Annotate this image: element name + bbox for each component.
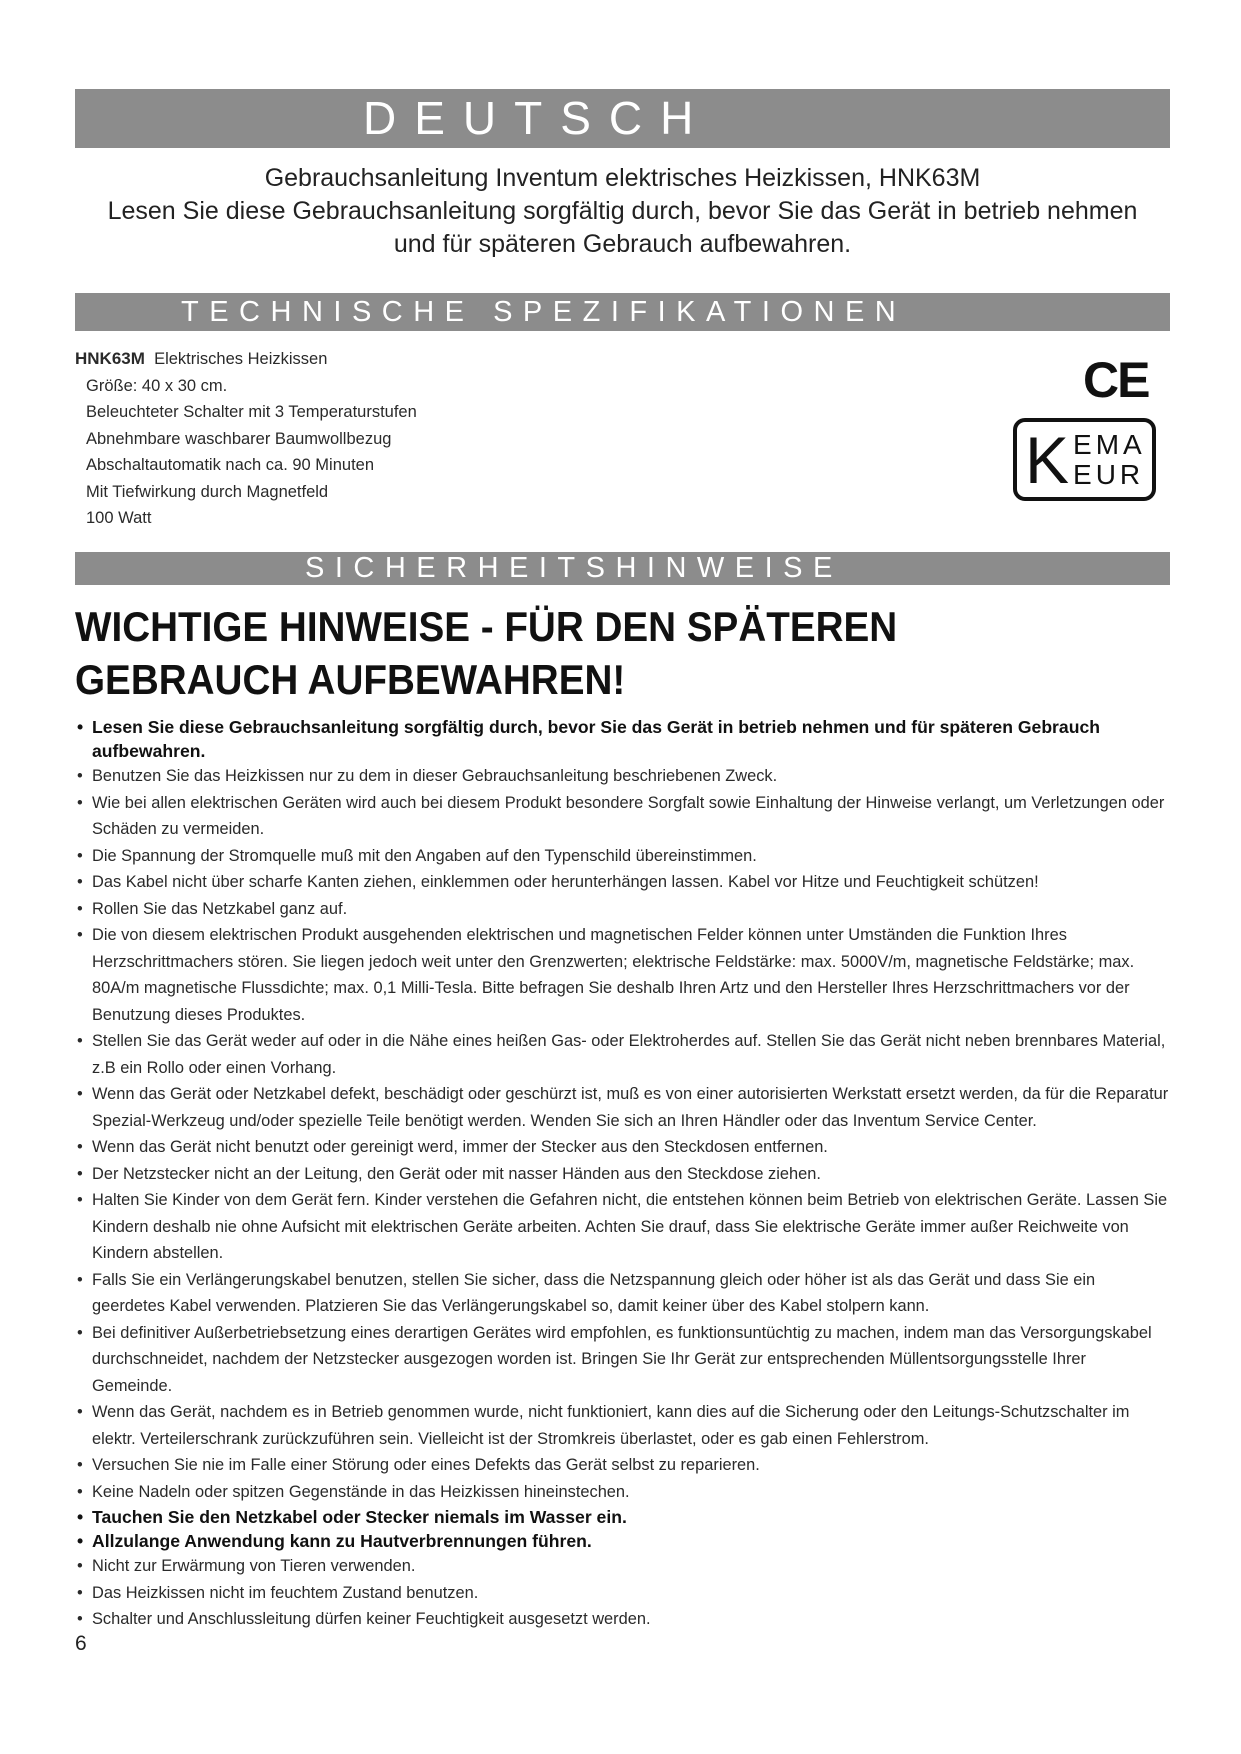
safety-item: • Allzulange Anwendung kann zu Hautverbrennungen führen. <box>75 1529 1170 1553</box>
kema-eur-logo <box>1013 418 1156 501</box>
spec-item: Abnehmbare waschbarer Baumwollbezug <box>86 429 392 448</box>
safety-item: • Nicht zur Erwärmung von Tieren verwenden. <box>75 1553 1170 1580</box>
page-number: 6 <box>75 1632 87 1655</box>
safety-item: • Halten Sie Kinder von dem Gerät fern. Kinder verstehen die Gefahren nicht, die entstehen können beim Betrieb von elektrischen Geräte. Lassen Sie Kindern deshalb nie ohne Aufsicht mit elektrischen Geräte arbeiten. Achten Sie drauf, dass Sie elektrische Geräte immer außer Reichweite von Kindern abstellen. <box>75 1187 1170 1267</box>
model-number: HNK63M <box>75 349 145 368</box>
safety-item: • Falls Sie ein Verlängerungskabel benutzen, stellen Sie sicher, dass die Netzspannung gleich oder höher ist als das Gerät und dass Sie ein geerdetes Kabel verwenden. Platzieren Sie das Verlängerungskabel so, damit keiner über des Kabel stolpern kann. <box>75 1267 1170 1320</box>
spec-item: Beleuchteter Schalter mit 3 Temperaturstufen <box>86 403 417 421</box>
safety-item: • Der Netzstecker nicht an der Leitung, den Gerät oder mit nasser Händen aus den Steckdose ziehen. <box>75 1161 1170 1188</box>
safety-item: • Rollen Sie das Netzkabel ganz auf. <box>75 896 1170 923</box>
intro-line: Gebrauchsanleitung Inventum elektrisches Heizkissen, HNK63M <box>264 164 981 192</box>
language-heading: DEUTSCH <box>75 89 1170 148</box>
spec-list <box>75 346 417 532</box>
spec-item: Abschaltautomatik nach ca. 90 Minuten <box>86 456 375 474</box>
spec-model-line <box>75 346 417 373</box>
safety-item: • Die Spannung der Stromquelle muß mit den Angaben auf den Typenschild übereinstimmen. <box>75 843 1170 870</box>
kema-bottom: EUR <box>1073 458 1145 490</box>
safety-item: • Bei definitiver Außerbetriebsetzung eines derartigen Gerätes wird empfohlen, es funktionsuntüchtig zu machen, indem man das Versorgungskabel durchschneidet, nachdem der Netzstecker ausgezogen worden ist. Bringen Sie Ihr Gerät zur entsprechenden Müllentsorgungsstelle Ihrer Gemeinde. <box>75 1320 1170 1400</box>
intro-text <box>75 162 1170 261</box>
safety-item: • Wenn das Gerät, nachdem es in Betrieb genommen wurde, nicht funktioniert, kann dies auf die Sicherung oder den Leitungs-Schutzschalter im elektr. Verteilerschrank zurückzuführen sein. Vielleicht ist der Stromkreis überlastet, oder es gab einen Fehlerstrom. <box>75 1399 1170 1452</box>
safety-item: • Versuchen Sie nie im Falle einer Störung oder eines Defekts das Gerät selbst zu reparieren. <box>75 1452 1170 1479</box>
technical-specs-heading: TECHNISCHE SPEZIFIKATIONEN <box>75 293 1170 331</box>
headline-line: GEBRAUCH AUFBEWAHREN! <box>75 656 626 703</box>
intro-line: Lesen Sie diese Gebrauchsanleitung sorgfältig durch, bevor Sie das Gerät in betrieb nehmen <box>107 197 1138 225</box>
important-notice-headline <box>75 600 897 706</box>
kema-letters <box>1073 430 1146 490</box>
safety-item: • Lesen Sie diese Gebrauchsanleitung sorgfältig durch, bevor Sie das Gerät in betrieb nehmen und für späteren Gebrauch aufbewahren. <box>75 715 1170 763</box>
product-name: Elektrisches Heizkissen <box>154 350 328 368</box>
safety-item: • Die von diesem elektrischen Produkt ausgehenden elektrischen und magnetischen Felder können unter Umständen die Funktion Ihres Herzschrittmachers stören. Sie liegen jedoch weit unter den Grenzwerten; elektrische Feldstärke: max. 5000V/m, magnetische Feldstärke; max. 80A/m magnetische Flussdichte; max. 0,1 Milli-Tesla. Bitte befragen Sie deshalb Ihren Artz und den Hersteller Ihres Herzschrittmachers vor der Benutzung dieses Produktes. <box>75 922 1170 1028</box>
ce-mark-icon: CE <box>1083 352 1149 408</box>
safety-list <box>75 715 1170 1633</box>
headline-line: WICHTIGE HINWEISE - FÜR DEN SPÄTEREN <box>75 603 898 650</box>
safety-item: • Keine Nadeln oder spitzen Gegenstände in das Heizkissen hineinstechen. <box>75 1479 1170 1506</box>
safety-item: • Tauchen Sie den Netzkabel oder Stecker niemals im Wasser ein. <box>75 1505 1170 1529</box>
safety-item: • Wenn das Gerät oder Netzkabel defekt, beschädigt oder geschürzt ist, muß es von einer autorisierten Werkstatt ersetzt werden, da für die Reparatur Spezial-Werkzeug und/oder spezielle Teile benötigt werden. Wenden Sie sich an Ihren Händler oder das Inventum Service Center. <box>75 1081 1170 1134</box>
kema-top: EMA <box>1073 428 1146 460</box>
safety-heading: SICHERHEITSHINWEISE <box>75 552 1170 585</box>
safety-item: • Benutzen Sie das Heizkissen nur zu dem in dieser Gebrauchsanleitung beschriebenen Zweck. <box>75 763 1170 790</box>
spec-item: 100 Watt <box>86 509 152 527</box>
safety-item: • Wenn das Gerät nicht benutzt oder gereinigt werd, immer der Stecker aus den Steckdosen entfernen. <box>75 1134 1170 1161</box>
safety-item: • Wie bei allen elektrischen Geräten wird auch bei diesem Produkt besondere Sorgfalt sowie Einhaltung der Hinweise verlangt, um Verletzungen oder Schäden zu vermeiden. <box>75 790 1170 843</box>
safety-item: • Das Kabel nicht über scharfe Kanten ziehen, einklemmen oder herunterhängen lassen. Kabel vor Hitze und Feuchtigkeit schützen! <box>75 869 1170 896</box>
kema-letter: K <box>1025 422 1070 497</box>
safety-item: • Stellen Sie das Gerät weder auf oder in die Nähe eines heißen Gas- oder Elektroherdes auf. Stellen Sie das Gerät nicht neben brennbares Material, z.B ein Rollo oder einen Vorhang. <box>75 1028 1170 1081</box>
safety-item: • Das Heizkissen nicht im feuchtem Zustand benutzen. <box>75 1580 1170 1607</box>
spec-item: Mit Tiefwirkung durch Magnetfeld <box>86 482 329 501</box>
intro-line: und für späteren Gebrauch aufbewahren. <box>393 230 852 258</box>
safety-item: • Schalter und Anschlussleitung dürfen keiner Feuchtigkeit ausgesetzt werden. <box>75 1606 1170 1633</box>
spec-item: Größe: 40 x 30 cm. <box>86 376 228 395</box>
